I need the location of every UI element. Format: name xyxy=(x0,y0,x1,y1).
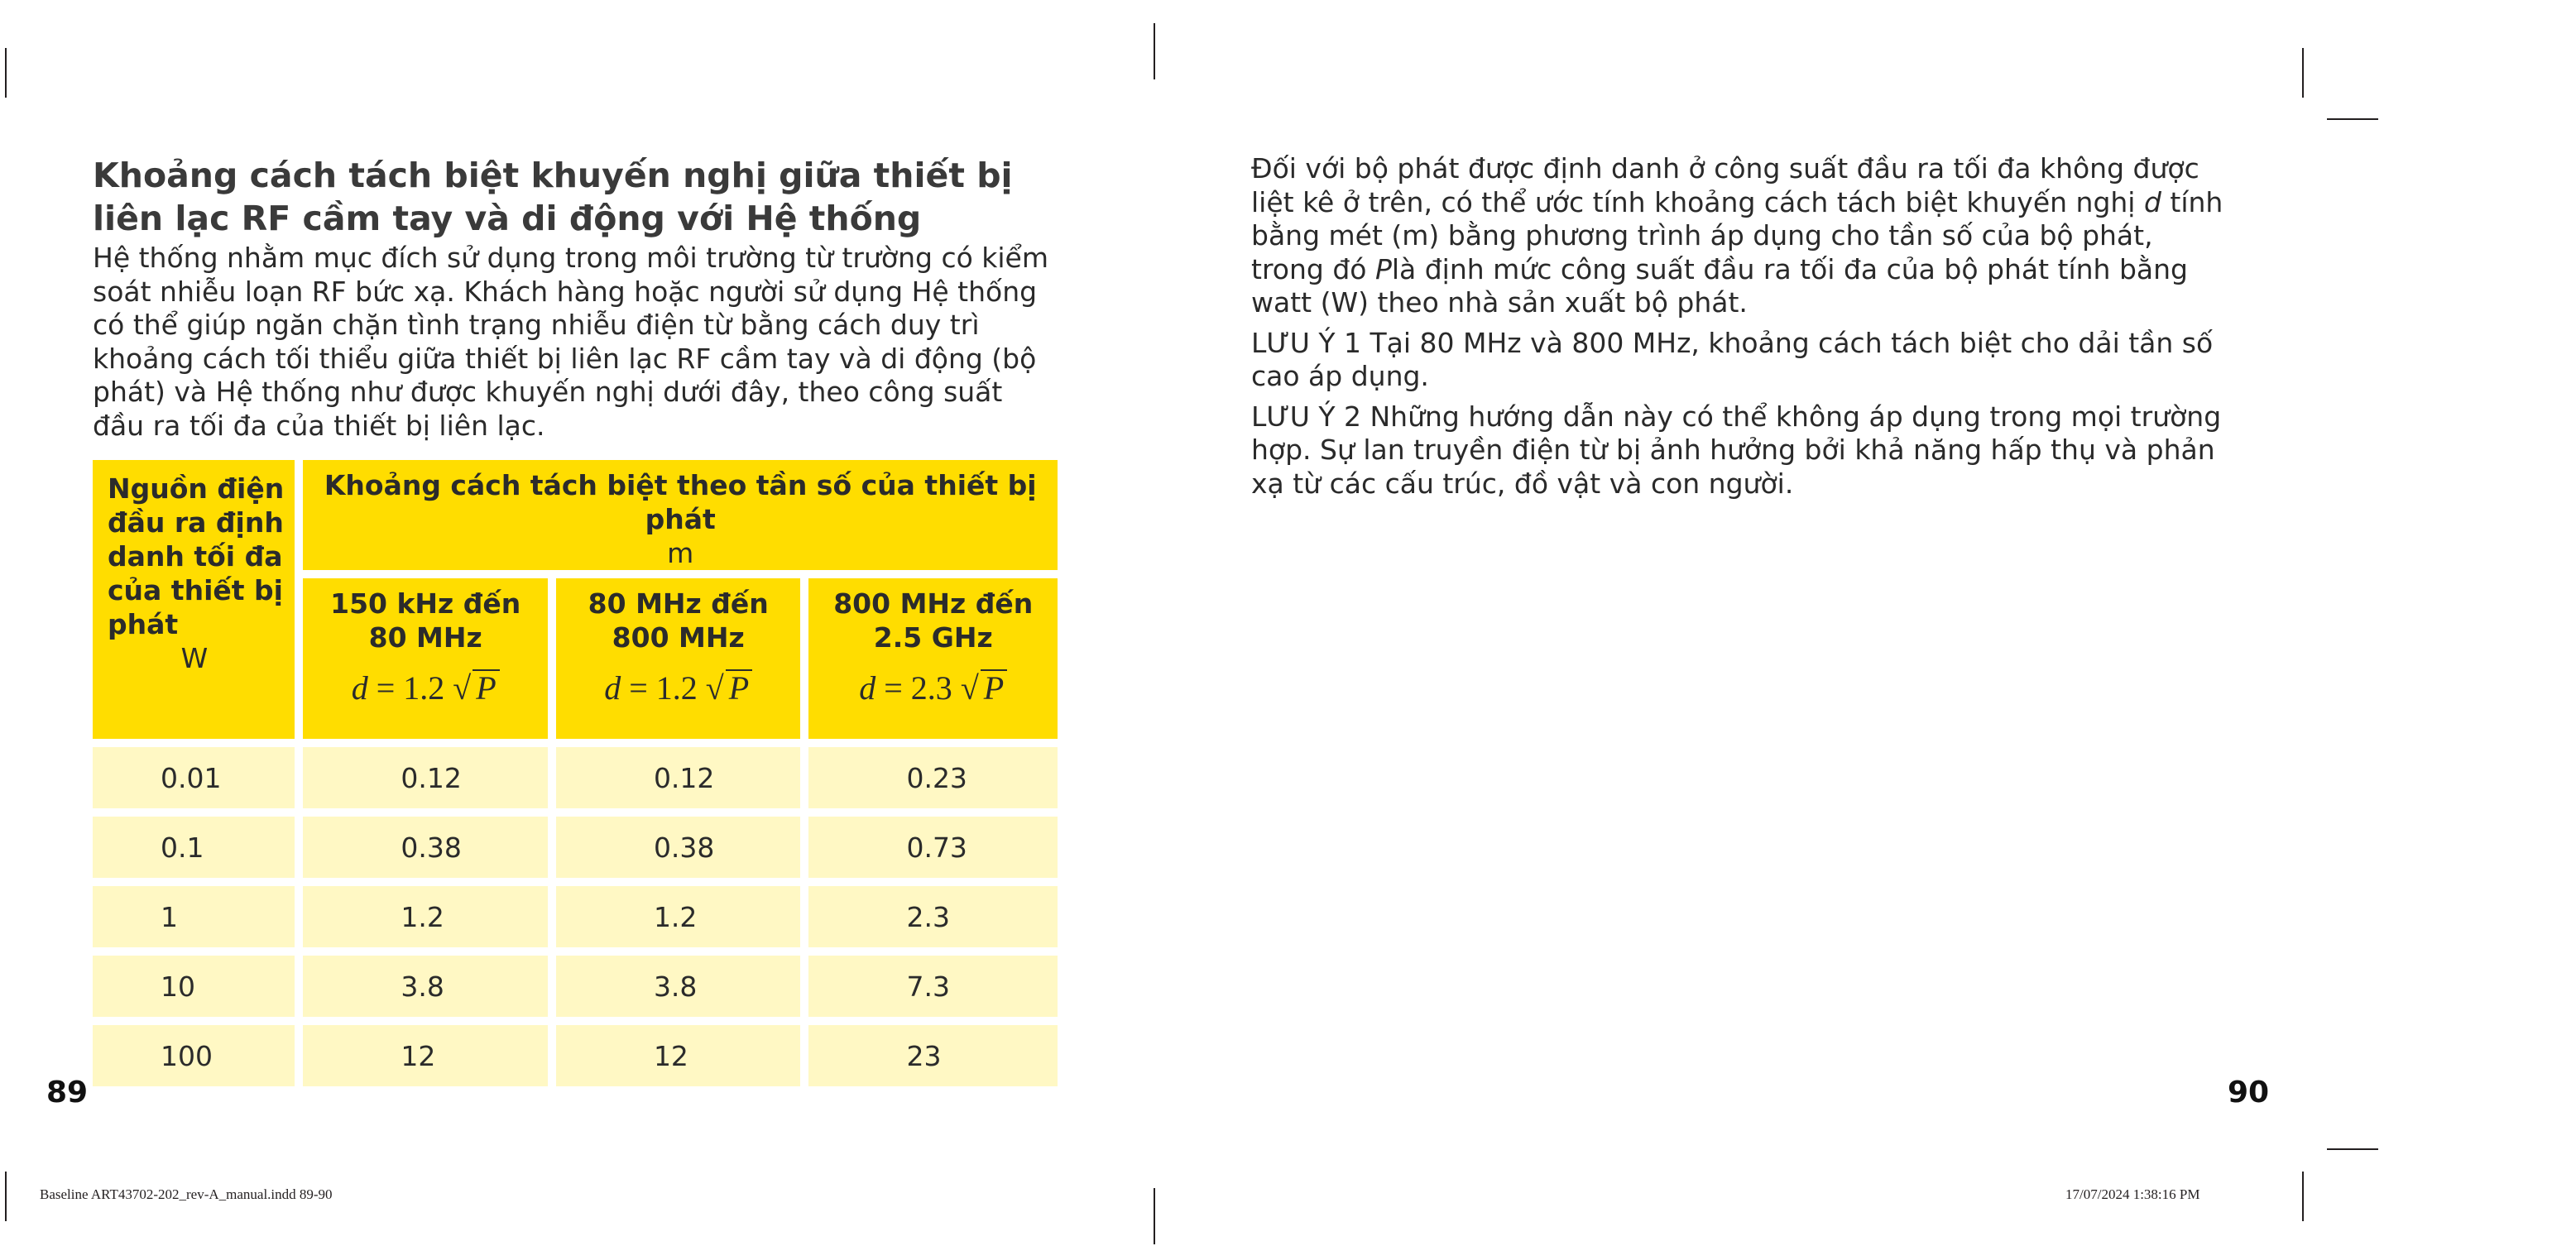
distance-cell: 0.73 xyxy=(808,817,1058,878)
band-2-range-line-1: 80 MHz đến xyxy=(588,587,769,620)
header-power-label: Nguồn điện đầu ra định danh tối đa của thiết bị phát xyxy=(108,472,285,640)
distance-cell: 0.38 xyxy=(303,817,548,878)
formula-var: d xyxy=(351,669,368,707)
header-power-column xyxy=(93,460,295,739)
distance-cell: 3.8 xyxy=(556,956,801,1017)
header-band-1 xyxy=(303,578,548,739)
table-row xyxy=(93,886,1058,947)
left-page xyxy=(93,154,1058,443)
crop-mark xyxy=(2327,118,2378,120)
header-distance-span xyxy=(303,460,1058,570)
formula-radicand: P xyxy=(728,669,750,707)
power-cell: 100 xyxy=(93,1025,295,1086)
header-band-3 xyxy=(808,578,1058,739)
separation-distance-table xyxy=(84,452,1066,1095)
formula-eq: = 2.3 xyxy=(875,669,952,707)
formula-eq: = 1.2 xyxy=(621,669,698,707)
crop-mark xyxy=(5,48,7,98)
distance-cell: 1.2 xyxy=(303,886,548,947)
band-2-formula: d = 1.2 √ P xyxy=(556,669,801,705)
band-2-range-line-2: 800 MHz xyxy=(612,621,745,654)
note-2: LƯU Ý 2 Những hướng dẫn này có thể không áp dụng trong mọi trường hợp. Sự lan truyền điện từ bị ảnh hưởng bởi khả năng hấp thụ và phản xạ từ các cấu trúc, đồ vật và con người. xyxy=(1251,400,2222,500)
slug-left: Baseline ART43702-202_rev-A_manual.indd 89-90 xyxy=(40,1186,333,1202)
table-row xyxy=(93,747,1058,808)
para1-var-p: P xyxy=(1374,252,1392,285)
power-cell: 0.01 xyxy=(93,747,295,808)
band-3-range-line-2: 2.5 GHz xyxy=(873,621,993,654)
slug-right: 17/07/2024 1:38:16 PM xyxy=(2065,1186,2200,1202)
crop-mark xyxy=(5,1172,7,1221)
header-distance-unit: m xyxy=(667,537,694,569)
power-cell: 0.1 xyxy=(93,817,295,878)
band-3-formula: d = 2.3 √ P xyxy=(808,669,1058,705)
power-cell: 10 xyxy=(93,956,295,1017)
crop-mark xyxy=(1154,23,1155,79)
formula-radicand: P xyxy=(476,669,496,707)
page-number-right: 90 xyxy=(2228,1076,2270,1109)
title-line-2: liên lạc RF cầm tay và di động với Hệ thống xyxy=(93,199,922,238)
band-3-range-line-1: 800 MHz đến xyxy=(833,587,1034,620)
header-distance-label: Khoảng cách tách biệt theo tần số của thiết bị phát xyxy=(324,469,1037,535)
header-power-unit: W xyxy=(180,642,209,674)
band-1-formula: d = 1.2 √ P xyxy=(303,669,548,705)
crop-mark xyxy=(2327,1148,2378,1150)
page-number-left: 89 xyxy=(46,1076,89,1109)
title-line-1: Khoảng cách tách biệt khuyến nghị giữa thiết bị xyxy=(93,156,1013,195)
para1-text-c: là định mức công suất đầu ra tối đa của bộ phát tính bằng watt (W) theo nhà sản xuất bộ phát. xyxy=(1251,252,2188,319)
table-row xyxy=(93,1025,1058,1086)
table-row xyxy=(93,817,1058,878)
right-paragraph-1 xyxy=(1251,152,2228,320)
crop-mark xyxy=(2302,48,2304,98)
distance-cell: 0.12 xyxy=(556,747,801,808)
formula-var: d xyxy=(859,669,876,707)
crop-mark xyxy=(2302,1172,2304,1221)
right-page xyxy=(1251,152,2228,507)
distance-cell: 12 xyxy=(303,1025,548,1086)
para1-text-a: Đối với bộ phát được định danh ở công suất đầu ra tối đa không được liệt kê ở trên, có thể ước tính khoảng cách tách biệt khuyến nghị xyxy=(1251,152,2199,218)
table-row xyxy=(93,956,1058,1017)
formula-eq: = 1.2 xyxy=(367,669,445,707)
para1-var-d: d xyxy=(2143,185,2161,218)
distance-cell: 23 xyxy=(808,1025,1058,1086)
band-1-range-line-2: 80 MHz xyxy=(368,621,482,654)
page-title xyxy=(93,154,1058,240)
distance-cell: 7.3 xyxy=(808,956,1058,1017)
power-cell: 1 xyxy=(93,886,295,947)
distance-cell: 12 xyxy=(556,1025,801,1086)
note-1: LƯU Ý 1 Tại 80 MHz và 800 MHz, khoảng cách tách biệt cho dải tần số cao áp dụng. xyxy=(1251,326,2214,392)
formula-radicand: P xyxy=(983,669,1005,707)
distance-cell: 0.23 xyxy=(808,747,1058,808)
header-band-2 xyxy=(556,578,801,739)
distance-cell: 3.8 xyxy=(303,956,548,1017)
distance-cell: 0.38 xyxy=(556,817,801,878)
distance-cell: 2.3 xyxy=(808,886,1058,947)
band-1-range-line-1: 150 kHz đến xyxy=(330,587,521,620)
formula-var: d xyxy=(604,669,621,707)
intro-paragraph: Hệ thống nhằm mục đích sử dụng trong môi trường từ trường có kiểm soát nhiễu loạn RF bức xạ. Khách hàng hoặc người sử dụng Hệ thống có thể giúp ngăn chặn tình trạng nhiễu điện từ bằng cách duy trì khoảng cách tối thiểu giữa thiết bị liên lạc RF cầm tay và di động (bộ phát) và Hệ thống như được khuyến nghị dưới đây, theo công suất đầu ra tối đa của thiết bị liên lạc. xyxy=(93,242,1048,442)
distance-cell: 0.12 xyxy=(303,747,548,808)
para1-text-b: tính bằng mét (m) bằng phương trình áp dụng cho tần số của bộ phát, trong đó xyxy=(1251,185,2223,285)
crop-mark xyxy=(1154,1188,1155,1244)
distance-cell: 1.2 xyxy=(556,886,801,947)
